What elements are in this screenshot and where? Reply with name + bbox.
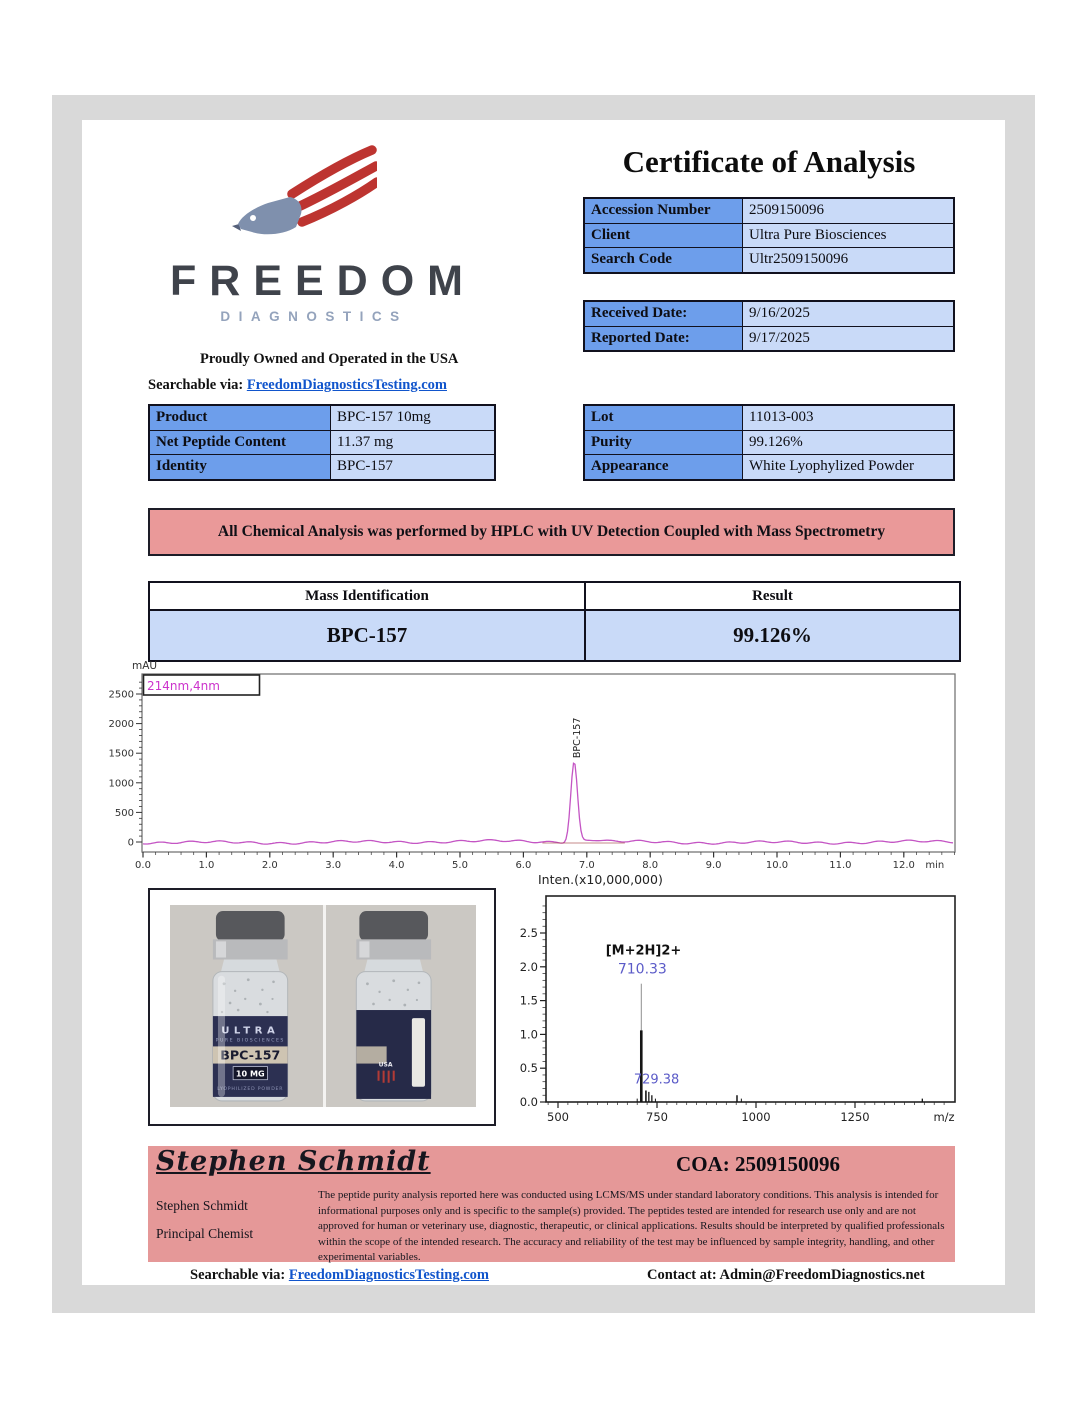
info-label-cell: Search Code (584, 248, 743, 273)
svg-text:2000: 2000 (108, 719, 134, 731)
info-value-cell: Ultr2509150096 (743, 248, 955, 273)
svg-text:0.5: 0.5 (520, 1061, 538, 1076)
svg-text:500: 500 (547, 1110, 569, 1124)
info-label-cell: Lot (584, 405, 743, 430)
info-value-cell: 11.37 mg (331, 430, 496, 455)
logo-wordmark: FREEDOM (170, 257, 476, 305)
info-value-cell: 2509150096 (743, 198, 955, 223)
product-vials-photo (170, 905, 476, 1107)
product-table (148, 404, 496, 481)
svg-text:BPC-157: BPC-157 (572, 717, 584, 759)
svg-text:m/z: m/z (933, 1110, 955, 1124)
info-value-cell: Ultra Pure Biosciences (743, 223, 955, 248)
eagle-flag-icon (232, 142, 377, 260)
hplc-chromatogram (108, 658, 960, 870)
info-label-cell: Product (149, 405, 331, 430)
svg-text:1250: 1250 (840, 1110, 870, 1124)
chromatogram-y-axis-title: mAU (132, 660, 158, 672)
spectrum-title: Inten.(x10,000,000) (538, 872, 663, 887)
svg-text:1.5: 1.5 (520, 993, 538, 1008)
svg-text:7.0: 7.0 (578, 860, 595, 870)
svg-text:4.0: 4.0 (388, 860, 405, 870)
info-value-cell: 99.126% (743, 430, 955, 455)
svg-text:1.0: 1.0 (198, 860, 215, 870)
svg-text:1000: 1000 (108, 778, 134, 790)
svg-text:11.0: 11.0 (829, 860, 852, 870)
svg-text:2.0: 2.0 (520, 959, 538, 974)
mass-header-cell: Mass Identification (149, 582, 585, 610)
svg-text:1500: 1500 (108, 748, 134, 760)
signature-section (148, 1146, 955, 1262)
dates-table (583, 300, 955, 352)
info-label-cell: Identity (149, 455, 331, 480)
svg-text:5.0: 5.0 (452, 860, 468, 870)
info-value-cell: 11013-003 (743, 405, 955, 430)
vial-peptide-name: BPC-157 (220, 1047, 281, 1063)
info-label-cell: Purity (584, 430, 743, 455)
coa-number: COA: 2509150096 (676, 1152, 840, 1176)
product-vials-photo-box (148, 888, 496, 1126)
chromatogram-plot-frame (142, 674, 955, 852)
vial-front (213, 911, 288, 1101)
svg-text:8.0: 8.0 (642, 860, 659, 870)
coa-page (82, 120, 1005, 1285)
searchable-link-top[interactable]: FreedomDiagnosticsTesting.com (246, 377, 447, 393)
footer-searchable (190, 1267, 489, 1284)
mass-identification-table (148, 581, 961, 662)
info-value-cell: BPC-157 (331, 455, 496, 480)
info-label-cell: Accession Number (584, 198, 743, 223)
lot-table (583, 404, 955, 481)
freedom-logo (160, 142, 476, 324)
vial-back (356, 911, 431, 1101)
info-label-cell: Received Date: (584, 301, 743, 326)
searchable-line-top (148, 377, 447, 394)
page-title: Certificate of Analysis (622, 144, 916, 179)
chromatogram-legend: 214nm,4nm (147, 679, 220, 693)
footer-searchable-link[interactable]: FreedomDiagnosticsTesting.com (288, 1267, 489, 1283)
vial-brand-sub: PURE BIOSCIENCES (215, 1038, 285, 1044)
svg-text:2500: 2500 (108, 689, 134, 701)
signature-script: Stephen Schmidt (156, 1146, 431, 1177)
mass-spectrum (520, 870, 972, 1124)
svg-text:9.0: 9.0 (705, 860, 722, 870)
svg-text:0.0: 0.0 (520, 1095, 538, 1109)
logo-subtitle: DIAGNOSTICS (220, 309, 408, 324)
info-label-cell: Net Peptide Content (149, 430, 331, 455)
svg-text:6.0: 6.0 (515, 860, 532, 870)
chemist-role: Principal Chemist (156, 1226, 254, 1241)
info-value-cell: 9/17/2025 (743, 326, 955, 351)
info-value-cell: 9/16/2025 (743, 301, 955, 326)
chemist-name: Stephen Schmidt (156, 1198, 248, 1213)
mass-result-cell: BPC-157 (149, 610, 585, 661)
svg-text:1000: 1000 (741, 1110, 771, 1124)
svg-text:2.0: 2.0 (261, 860, 278, 870)
document-frame (52, 95, 1035, 1313)
svg-text:10.0: 10.0 (765, 860, 789, 870)
vial-flag-text: USA (378, 1061, 393, 1069)
mass-header-cell: Result (585, 582, 960, 610)
vial-form: LYOPHILIZED POWDER (217, 1086, 284, 1092)
vial-dose: 10 MG (235, 1068, 265, 1079)
photo-seam (323, 905, 326, 1107)
spectrum-plot-frame (546, 896, 955, 1102)
svg-text:500: 500 (114, 807, 134, 819)
svg-text:[M+2H]2+: [M+2H]2+ (605, 943, 682, 959)
svg-text:3.0: 3.0 (325, 860, 342, 870)
info-value-cell: BPC-157 10mg (331, 405, 496, 430)
info-label-cell: Client (584, 223, 743, 248)
searchable-label: Searchable via: (148, 377, 244, 393)
svg-text:0: 0 (127, 837, 134, 849)
info-value-cell: White Lyophylized Powder (743, 455, 955, 480)
svg-text:2.5: 2.5 (520, 926, 538, 940)
accession-table (583, 197, 955, 274)
footer-contact: Contact at: Admin@FreedomDiagnostics.net (647, 1267, 925, 1283)
info-label-cell: Reported Date: (584, 326, 743, 351)
svg-text:729.38: 729.38 (633, 1072, 680, 1088)
info-label-cell: Appearance (584, 455, 743, 480)
svg-text:750: 750 (646, 1110, 668, 1124)
usa-tagline: Proudly Owned and Operated in the USA (200, 351, 459, 367)
method-banner: All Chemical Analysis was performed by HPLC with UV Detection Coupled with Mass Spectrometry (148, 508, 955, 556)
svg-text:12.0: 12.0 (892, 860, 915, 870)
vial-brand: ULTRA (221, 1025, 280, 1037)
svg-text:min: min (925, 860, 945, 870)
svg-text:1.0: 1.0 (520, 1027, 538, 1042)
svg-text:710.33: 710.33 (617, 961, 667, 978)
disclaimer-text: The peptide purity analysis reported here was conducted using LCMS/MS under standard laboratory conditions. This analysis is intended for informational purposes only and is specific to the sample(s) provided. The peptides tested are intended for research use only and are not approved for human or veterinary use, diagnostic, therapeutic, or clinical applications. Results should be interpreted by qualified professionals within the scope of the intended research. The accuracy and reliability of the test may be influenced by sample integrity, handling, and other experimental variables. (318, 1189, 945, 1264)
mass-result-cell: 99.126% (585, 610, 960, 661)
svg-text:0.0: 0.0 (135, 860, 151, 870)
footer-searchable-label: Searchable via: (190, 1267, 286, 1283)
